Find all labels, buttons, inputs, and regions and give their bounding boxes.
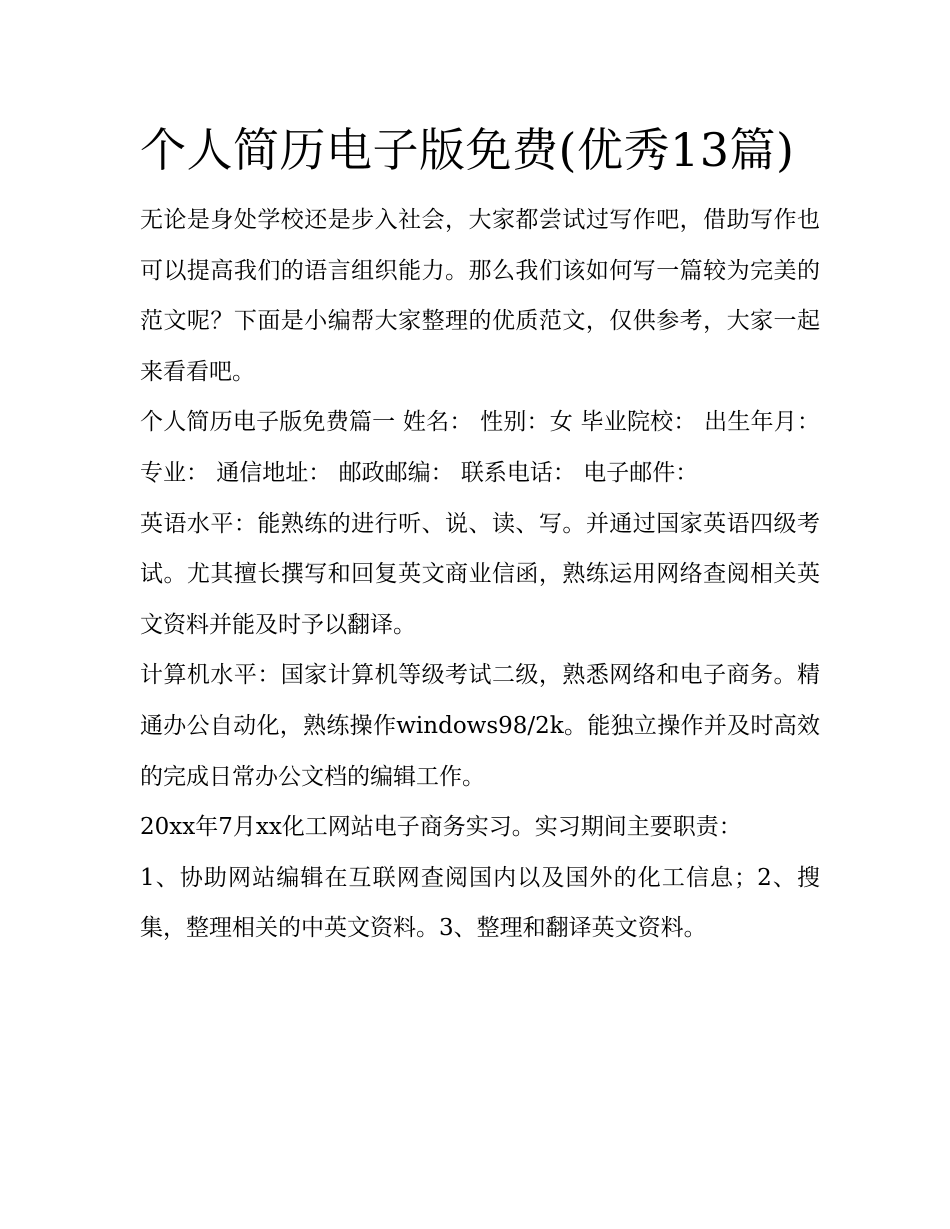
paragraph-duties: 1、协助网站编辑在互联网查阅国内以及国外的化工信息；2、搜集，整理相关的中英文资料。3、整理和翻译英文资料。 [140,864,820,942]
paragraph-intro: 无论是身处学校还是步入社会，大家都尝试过写作吧，借助写作也可以提高我们的语言组织能力。那么我们该如何写一篇较为完美的范文呢？下面是小编帮大家整理的优质范文，仅供参考，大家一起来看看吧。 [140,207,820,385]
paragraph-internship: 20xx年7月xx化工网站电子商务实习。实习期间主要职责： [140,814,742,841]
paragraph-english-level: 英语水平：能熟练的进行听、说、读、写。并通过国家英语四级考试。尤其擅长撰写和回复英文商业信函，熟练运用网络查阅相关英文资料并能及时予以翻译。 [140,510,820,638]
paragraph-personal-info: 个人简历电子版免费篇一 姓名： 性别：女 毕业院校： 出生年月： 专业： 通信地址： 邮政邮编： 联系电话： 电子邮件： [140,409,820,486]
document-title: 个人简历电子版免费(优秀13篇) [140,123,795,177]
document-page [140,113,820,954]
paragraph-computer-level: 计算机水平：国家计算机等级考试二级，熟悉网络和电子商务。精通办公自动化，熟练操作windows98/2k。能独立操作并及时高效的完成日常办公文档的编辑工作。 [140,662,820,790]
